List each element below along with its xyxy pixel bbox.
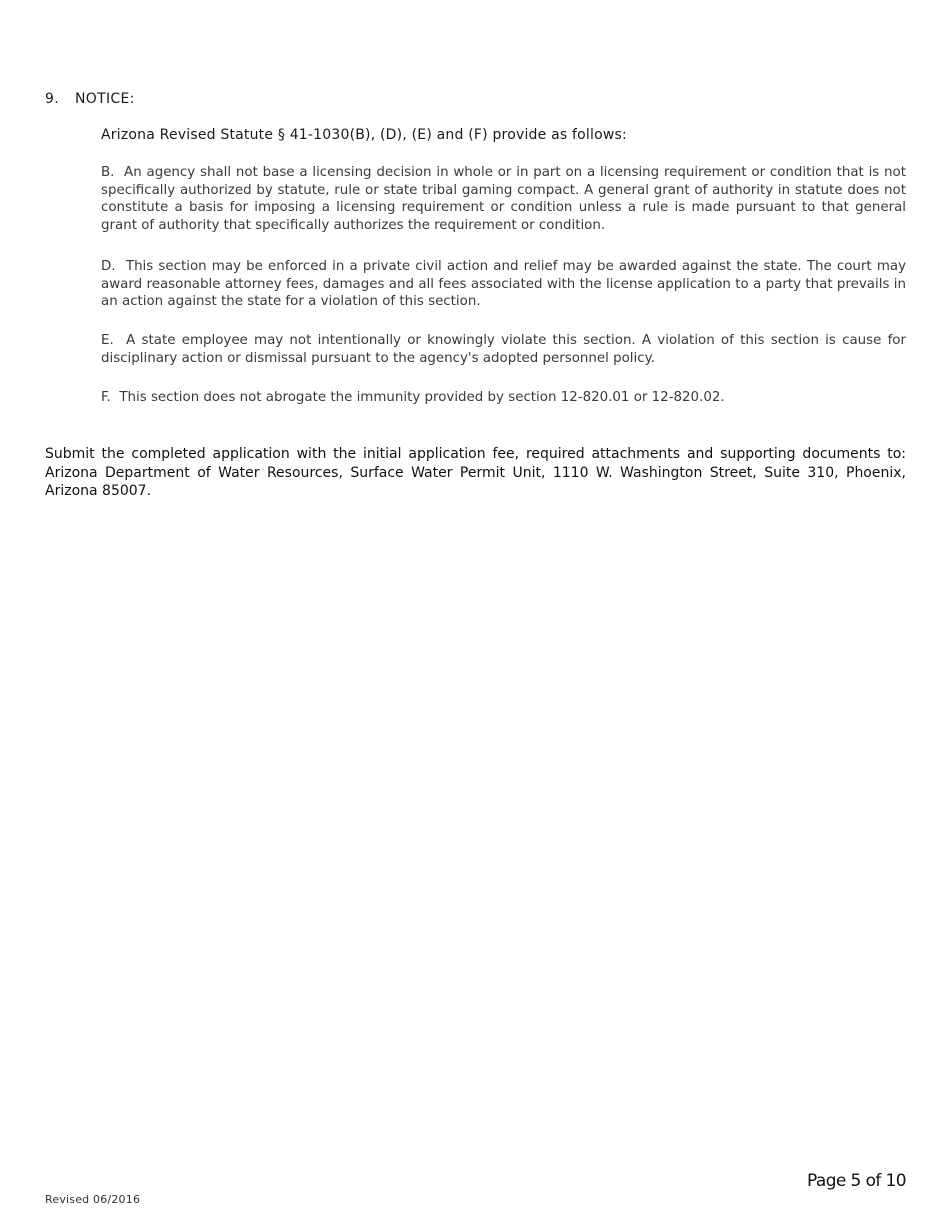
clause-e: [101, 332, 906, 367]
section-title: NOTICE:: [75, 91, 135, 107]
clause-d: [101, 258, 906, 311]
revision-date: Revised 06/2016: [45, 1193, 141, 1206]
page-number: Page 5 of 10: [806, 1171, 906, 1191]
clause-text: This section does not abrogate the immunity provided by section 12-820.01 or 12-820.02.: [119, 390, 725, 405]
statute-intro: Arizona Revised Statute § 41-1030(B), (D), (E) and (F) provide as follows:: [101, 127, 627, 143]
section-number: 9.: [45, 91, 59, 107]
clause-label: E.: [101, 333, 114, 348]
clause-text: This section may be enforced in a private civil action and relief may be awarded against the state. The court may award reasonable attorney fees, damages and all fees associated with the license application to a party that prevails in an action against the state for a violation of this section.: [101, 259, 906, 309]
notice-heading: [45, 91, 135, 107]
submission-instructions: Submit the completed application with the initial application fee, required attachments and supporting documents to: Arizona Department of Water Resources, Surface Water Permit Unit, 1110 W. Washington Street, Suite 310, Phoenix, Arizona 85007.: [45, 446, 906, 499]
clause-b: [101, 164, 906, 234]
clause-label: F.: [101, 390, 111, 405]
clause-label: D.: [101, 259, 116, 274]
clause-f: [101, 389, 906, 407]
clause-text: A state employee may not intentionally or knowingly violate this section. A violation of this section is cause for disciplinary action or dismissal pursuant to the agency's adopted personnel policy.: [101, 333, 906, 366]
clause-label: B.: [101, 165, 115, 180]
clause-text: An agency shall not base a licensing decision in whole or in part on a licensing requirement or condition that is not specifically authorized by statute, rule or state tribal gaming compact. A general grant of authority in statute does not constitute a basis for imposing a licensing requirement or condition unless a rule is made pursuant to that general grant of authority that specifically authorizes the requirement or condition.: [101, 165, 906, 233]
